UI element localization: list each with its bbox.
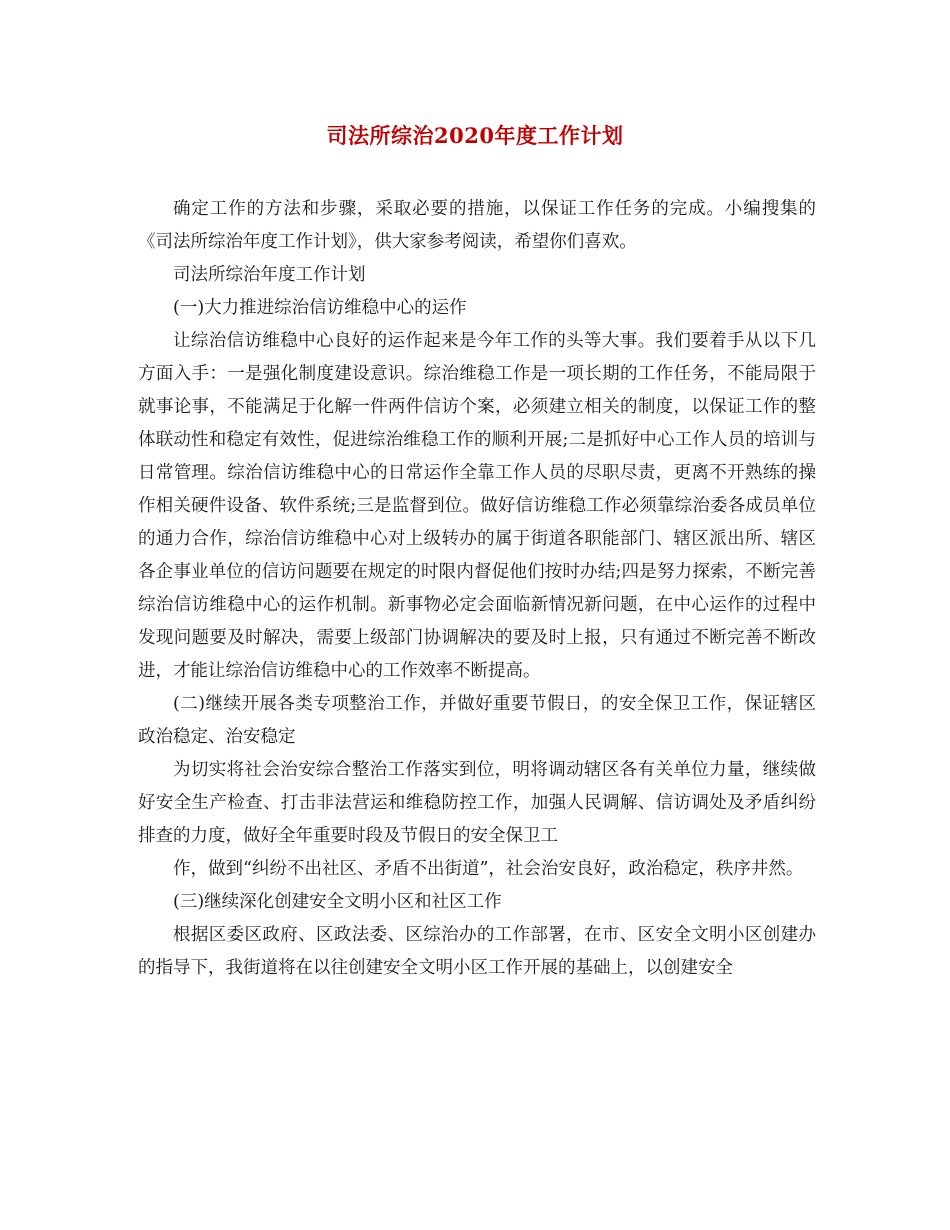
document-title: 司法所综治2020年度工作计划 xyxy=(326,123,624,148)
paragraph-section-2: 为切实将社会治安综合整治工作落实到位，明将调动辖区各有关单位力量，继续做好安全生产检查、打击非法营运和维稳防控工作，加强人民调解、信访调处及矛盾纠纷排查的力度，做好全年重要时段及节假日的安全保卫工 xyxy=(138,760,816,846)
paragraph-intro: 确定工作的方法和步骤，采取必要的措施，以保证工作任务的完成。小编搜集的《司法所综治年度工作计划》，供大家参考阅读，希望你们喜欢。 xyxy=(138,199,816,252)
paragraph-section-1: 让综治信访维稳中心良好的运作起来是今年工作的头等大事。我们要着手从以下几方面入手：一是强化制度建设意识。综治维稳工作是一项长期的工作任务，不能局限于就事论事，不能满足于化解一件两件信访个案，必须建立相关的制度，以保证工作的整体联动性和稳定有效性，促进综治维稳工作的顺利开展;二是抓好中心工作人员的培训与日常管理。综治信访维稳中心的日常运作全靠工作人员的尽职尽责，更离不开熟练的操作相关硬件设备、软件系统;三是监督到位。做好信访维稳工作必须靠综治委各成员单位的通力合作，综治信访维稳中心对上级转办的属于街道各职能部门、辖区派出所、辖区各企事业单位的信访问题要在规定的时限内督促他们按时办结;四是努力探索，不断完善综治信访维稳中心的运作机制。新事物必定会面临新情况新问题，在中心运作的过程中发现问题要及时解决，需要上级部门协调解决的要及时上报，只有通过不断完善不断改进，才能让综治信访维稳中心的工作效率不断提高。 xyxy=(138,331,816,681)
paragraph-section-2-cont: 作，做到“纠纷不出社区、矛盾不出街道”，社会治安良好，政治稳定，秩序井然。 xyxy=(173,859,804,879)
section-heading-1: (一)大力推进综治信访维稳中心的运作 xyxy=(173,298,467,318)
paragraph-subtitle: 司法所综治年度工作计划 xyxy=(173,265,366,285)
section-heading-2: (二)继续开展各类专项整治工作，并做好重要节假日，的安全保卫工作，保证辖区政治稳定、治安稳定 xyxy=(138,694,816,747)
document-body xyxy=(138,193,816,985)
paragraph-section-3: 根据区委区政府、区政法委、区综治办的工作部署，在市、区安全文明小区创建办的指导下，我街道将在以往创建安全文明小区工作开展的基础上，以创建安全 xyxy=(138,925,816,978)
section-heading-3: (三)继续深化创建安全文明小区和社区工作 xyxy=(173,892,502,912)
